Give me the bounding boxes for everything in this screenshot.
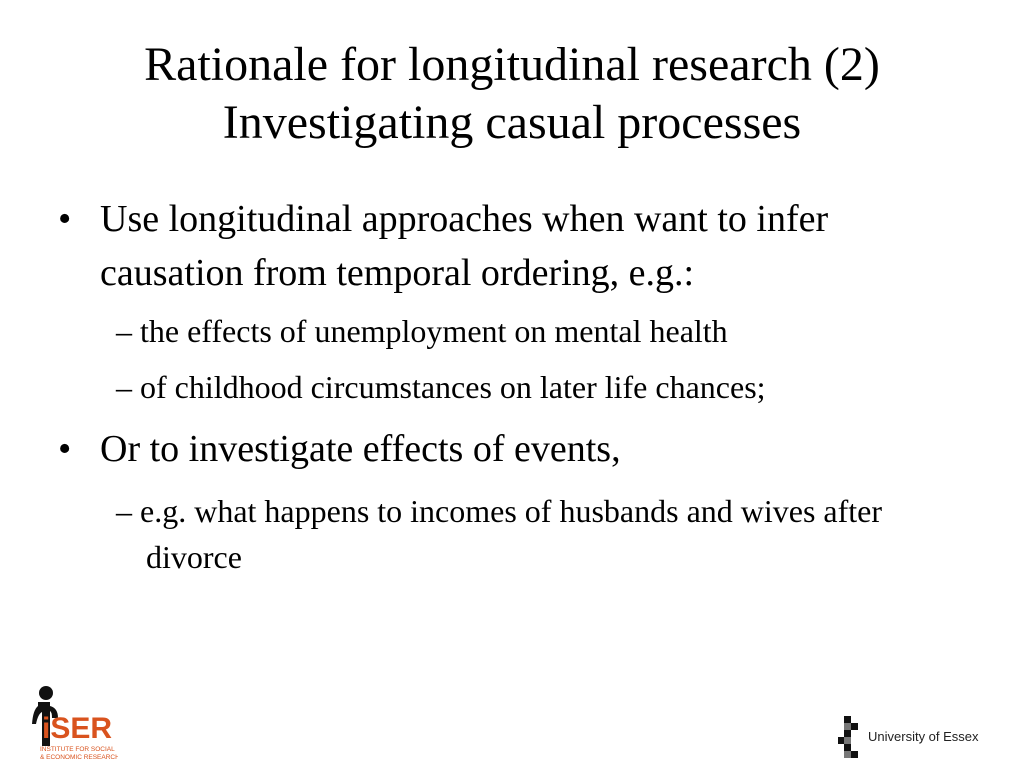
- essex-emblem: [838, 716, 864, 760]
- essex-wordmark: University of Essex: [868, 729, 979, 744]
- slide-title-line1: Rationale for longitudinal research (2): [144, 38, 880, 91]
- bullet-item: [58, 422, 938, 476]
- slide-title-line2: Investigating casual processes: [222, 96, 802, 149]
- university-of-essex-logo: [838, 716, 998, 760]
- bullet-text: Use longitudinal approaches when want to infer causation from temporal ordering, e.g.:: [100, 198, 829, 294]
- sub-bullet-item: [116, 364, 916, 410]
- bullet-mark: •: [58, 198, 72, 240]
- iser-logo-graphic: [28, 684, 118, 764]
- iser-wordmark: iSER: [42, 712, 113, 745]
- sub-bullet-item: [116, 488, 916, 580]
- sub-bullet-item: [116, 308, 916, 354]
- bullet-mark: •: [58, 428, 72, 470]
- iser-logo: [28, 684, 118, 764]
- slide-title: [0, 36, 1024, 152]
- sub-bullet-text: – e.g. what happens to incomes of husbands and wives after divorce: [116, 493, 883, 575]
- bullet-text: Or to investigate effects of events,: [100, 428, 621, 470]
- sub-bullet-text: – of childhood circumstances on later life chances;: [116, 369, 766, 405]
- iser-caption-line1: INSTITUTE FOR SOCIAL: [40, 746, 115, 753]
- sub-bullet-text: – the effects of unemployment on mental health: [116, 313, 728, 349]
- bullet-item: [58, 192, 938, 300]
- iser-caption-line2: & ECONOMIC RESEARCH: [40, 754, 118, 761]
